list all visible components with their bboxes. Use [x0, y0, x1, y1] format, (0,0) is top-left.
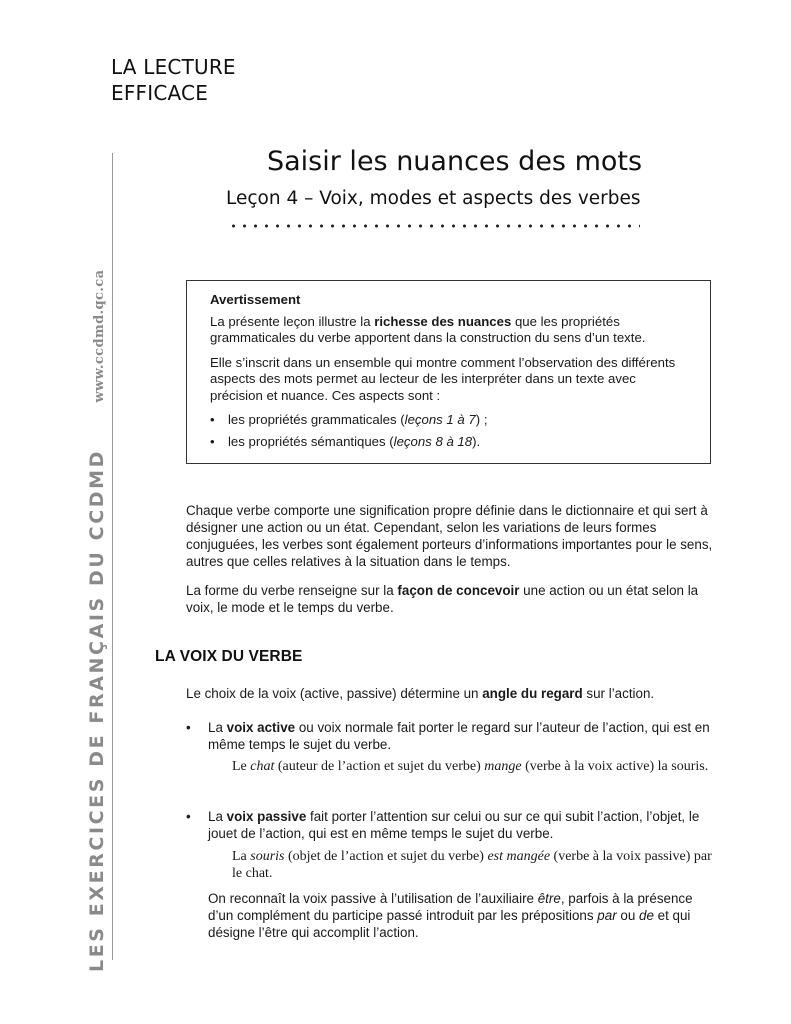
bullet-active-voice [186, 719, 716, 755]
notice-list [210, 412, 688, 450]
passive-voice-text: La voix passive fait porter l’attention sur celui ou sur ce qui subit l’action, l’objet, le jouet de l’action, qui est en même temps le sujet du verbe. [208, 809, 700, 841]
passive-voice-closing: On reconnaît la voix passive à l’utilisation de l’auxiliaire être, parfois à la présence d’un complément du participe passé introduit par les prépositions par ou de et qui désigne l’être qui accomplit l’action. [208, 891, 693, 940]
series-title [111, 54, 236, 106]
intro-paragraph-2: La forme du verbe renseigne sur la façon de concevoir une action ou un état selon la voix, le mode et le temps du verbe. [186, 583, 699, 615]
intro-paragraph-1: Chaque verbe comporte une signification propre définie dans le dictionnaire et qui sert à désigner une action ou un état. Cependant, selon les variations de leurs formes conjuguées, les verbes sont également porteurs d’informations importantes pour le sens, autres que celles relatives à la situation dans le temps. [186, 503, 713, 569]
bullet-marker: • [186, 809, 191, 824]
sidebar-vertical-text [86, 270, 108, 972]
notice-paragraph-1: La présente leçon illustre la richesse des nuances que les propriétés grammaticales du verbe apportent dans la construction du sens d’un texte. [210, 313, 646, 345]
series-title-line-2: EFFICACE [111, 81, 209, 105]
collection-name: LES EXERCICES DE FRANÇAIS DU CCDMD [86, 448, 108, 972]
dotted-separator [228, 219, 640, 233]
passive-voice-example: La souris (objet de l’action et sujet du verbe) est mangée (verbe à la voix passive) par le chat. [232, 849, 712, 881]
series-title-line-1: LA LECTURE [111, 55, 236, 79]
list-item: • les propriétés sémantiques (leçons 8 à 18). [210, 434, 688, 451]
section-heading: LA VOIX DU VERBE [155, 648, 303, 665]
page-title: Saisir les nuances des mots [267, 146, 643, 177]
page-subtitle: Leçon 4 – Voix, modes et aspects des verbes [226, 188, 641, 209]
list-item: • les propriétés grammaticales (leçons 1 à 7) ; [210, 412, 688, 429]
section-lead: Le choix de la voix (active, passive) détermine un angle du regard sur l’action. [186, 686, 655, 701]
notice-paragraph-2: Elle s’inscrit dans un ensemble qui montre comment l’observation des différents aspects des mots permet au lecteur de les interpréter dans un texte avec précision et nuance. Ces aspects sont : [210, 354, 676, 403]
bullet-marker: • [186, 720, 191, 735]
website-link[interactable]: www.ccdmd.qc.ca [92, 269, 107, 403]
sidebar-divider [112, 153, 113, 960]
active-voice-text: La voix active ou voix normale fait porter le regard sur l’auteur de l’action, qui est en même temps le sujet du verbe. [208, 720, 710, 752]
active-voice-example: Le chat (auteur de l’action et sujet du verbe) mange (verbe à la voix active) la souris. [232, 759, 709, 774]
bullet-passive-voice [186, 808, 716, 844]
notice-heading: Avertissement [210, 292, 301, 307]
notice-box [186, 280, 711, 464]
